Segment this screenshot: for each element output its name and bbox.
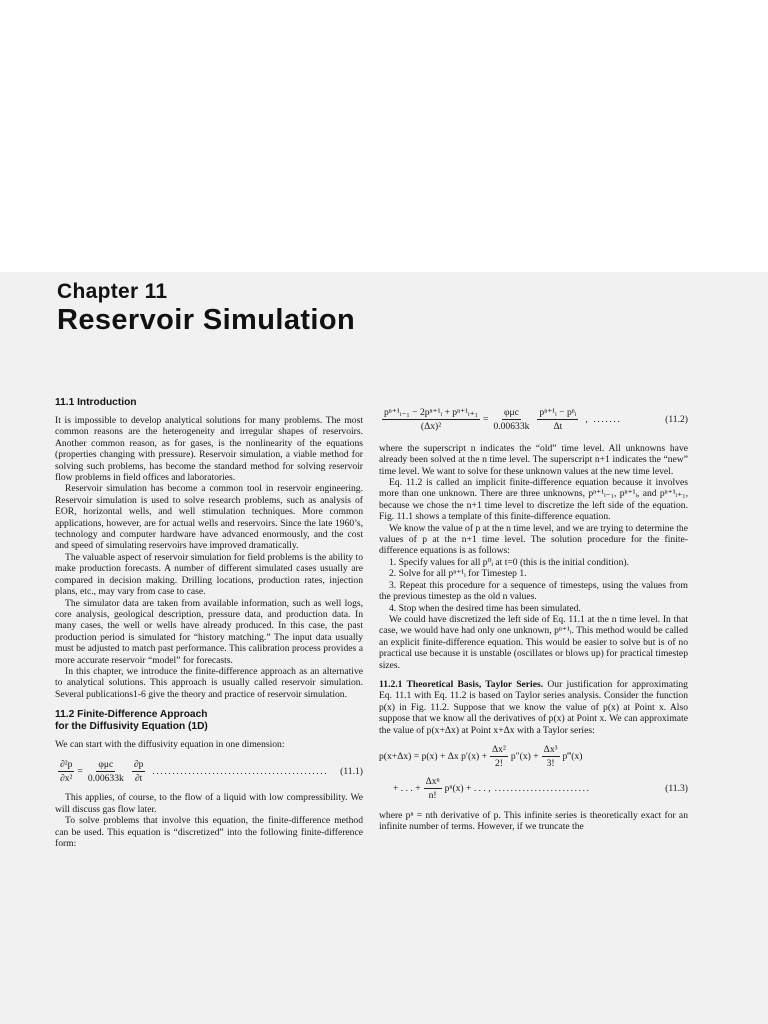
fraction xyxy=(537,407,578,433)
numerator: ∂²p xyxy=(58,759,74,772)
list-item: 3. Repeat this procedure for a sequence of timesteps, using the values from the previous timestep as the old n values. xyxy=(379,579,688,603)
denominator: 0.00633k xyxy=(87,772,124,784)
numerator: φμc xyxy=(96,759,115,772)
equation-term: + . . . + xyxy=(393,782,421,794)
fraction xyxy=(542,744,560,770)
equation-11-3-line-1 xyxy=(379,744,688,770)
fraction xyxy=(424,776,442,802)
paragraph: where the superscript n indicates the “old” time level. All unknowns have already been solved at the n time level. The superscript n+1 indicates the “new” time level. We want to solve for these unknown values at the new time level. xyxy=(379,442,688,477)
paragraph: Eq. 11.2 is called an implicit finite-difference equation because it involves more than one unknown. There are three unknowns, pⁿ⁺¹ᵢ₋₁, pⁿ⁺¹ᵢ, and pⁿ⁺¹ᵢ₊₁, because we chose the n+1 time level to discretize the left side of the equation. Fig. 11.1 shows a template of this finite-difference equation. xyxy=(379,477,688,523)
chapter-title: Reservoir Simulation xyxy=(57,304,356,336)
denominator: 3! xyxy=(546,758,555,770)
paragraph: We can start with the diffusivity equation in one dimension: xyxy=(55,739,285,751)
paragraph: We could have discretized the left side of Eq. 11.1 at the n time level. In that case, we would have had only one unknown, pⁿ⁺¹ᵢ. This method would be called an explicit finite-difference equation. This would be easier to solve but is of no practical use because it is unstable (oscillates or blows up) for practical timestep sizes. xyxy=(379,613,688,671)
fraction xyxy=(382,407,480,433)
paragraph: This applies, of course, to the flow of a liquid with low compressibility. We will discuss gas flow later. xyxy=(55,792,363,815)
leader-dots: ............................................ xyxy=(152,765,329,777)
chapter-label: Chapter 11 xyxy=(57,280,168,303)
denominator: ∂x² xyxy=(60,772,73,784)
fraction xyxy=(132,759,146,785)
numerator: pⁿ⁺¹ᵢ − pⁿᵢ xyxy=(537,407,578,420)
denominator: (Δx)² xyxy=(420,421,442,433)
paragraph: where pⁿ = nth derivative of p. This infinite series is theoretically exact for an infinite number of terms. However, if we truncate the xyxy=(379,809,688,832)
denominator: n! xyxy=(428,790,437,802)
section-heading-line: 11.2 Finite-Difference Approach xyxy=(55,709,208,721)
equation-term: pⁿ(x) + . . . , xyxy=(444,782,491,794)
fraction xyxy=(86,759,126,785)
list-item: 1. Specify values for all p⁰ᵢ at t=0 (this is the initial condition). xyxy=(389,556,629,568)
denominator: ∂t xyxy=(134,772,143,784)
equation-number: (11.3) xyxy=(665,782,688,794)
paragraph: We know the value of p at the n time level, and we are trying to determine the values of p at the n+1 time level. The solution procedure for the finite-difference equations is as follows: xyxy=(379,522,688,557)
list-item: 4. Stop when the desired time has been simulated. xyxy=(389,602,581,614)
fraction xyxy=(58,759,74,785)
numerator: φμc xyxy=(502,407,521,420)
leader-dots: , ....... xyxy=(585,414,622,426)
paragraph: The simulator data are taken from available information, such as well logs, core analysis, geological description, pressure data, and production data. In many cases, the well or wells have already produced. In this case, the past production period is simulated for “history matching.” The input data usually must be adjusted to match past performance. This calibration process provides a more accurate reservoir “model” for forecasts. xyxy=(55,597,363,666)
right-column xyxy=(379,397,688,832)
paragraph: Reservoir simulation has become a common tool in reservoir engineering. Reservoir simulation is used to solve research problems, such as analysis of EOR, horizontal wells, and well stimulation techniques. More common applications, however, are for actual wells and reservoirs. Since the late 1960’s, technology and computer hardware have advanced enormously, and the cost and speed of simulating reservoirs have improved dramatically. xyxy=(55,483,363,552)
denominator: 0.00633k xyxy=(493,421,530,433)
equation-term: p″(x) + xyxy=(510,751,539,763)
numerator: pⁿ⁺¹ᵢ₋₁ − 2pⁿ⁺¹ᵢ + pⁿ⁺¹ᵢ₊₁ xyxy=(382,407,480,420)
numerator: Δx³ xyxy=(542,744,560,757)
equation-term: p‴(x) xyxy=(562,751,583,763)
denominator: 2! xyxy=(494,758,503,770)
equation-term: p(x+Δx) = p(x) + Δx p′(x) + xyxy=(379,751,488,763)
equation-number: (11.2) xyxy=(665,414,688,426)
equation-number: (11.1) xyxy=(340,765,363,777)
equals-sign: = xyxy=(483,414,489,426)
numerator: Δx² xyxy=(490,744,508,757)
equals-sign: = xyxy=(77,765,83,777)
section-heading-11-2 xyxy=(55,709,363,733)
subsection-heading-11-2-1: 11.2.1 Theoretical Basis, Taylor Series. xyxy=(379,678,544,690)
section-heading-line: for the Diffusivity Equation (1D) xyxy=(55,721,208,733)
paragraph: In this chapter, we introduce the finite-difference approach as an alternative to analytical solutions. This approach is usually called reservoir simulation. Several publications1-6 give the theory and practice of reservoir simulation. xyxy=(55,665,363,700)
denominator: Δt xyxy=(553,421,563,433)
paragraph xyxy=(379,679,688,736)
equation-11-3-line-2 xyxy=(379,776,688,802)
fraction xyxy=(490,744,508,770)
equation-11-1 xyxy=(55,759,363,785)
equation-11-2 xyxy=(379,407,688,433)
paragraph: The valuable aspect of reservoir simulation for field problems is the ability to make production forecasts. A number of different simulated cases usually are compared in decision making. Drilling locations, production rates, injection plans, etc., may vary from case to case. xyxy=(55,551,363,598)
left-column xyxy=(55,397,363,849)
paragraph: It is impossible to develop analytical solutions for many problems. The most common reasons are the heterogeneity and irregular shapes of reservoirs. Another common reason, as for gases, is the nonlinearity of the equations (properties changing with pressure). Reservoir simulation, a viable method for solving such problems, has become the standard method for solving reservoir flow problems in field offices and laboratories. xyxy=(55,415,363,484)
paragraph: To solve problems that involve this equation, the finite-difference method can be used. This equation is “discretized” into the following finite-difference form: xyxy=(55,815,363,849)
leader-dots: ........................ xyxy=(494,782,591,794)
fraction xyxy=(491,407,531,433)
numerator: ∂p xyxy=(132,759,146,772)
numerator: Δxⁿ xyxy=(424,776,442,789)
paragraph-text: Our justification for approximating Eq. 11.1 with Eq. 11.2 is based on Taylor series analysis. Consider the function p(x) in Fig. 11.2. Suppose that we know the value of p(x) at Point x. Also suppose that we know all the derivatives of p(x) at Point x. We can approximate the value of p(x+Δx) at Point x+Δx with a Taylor series: xyxy=(379,678,688,736)
section-heading-11-1: 11.1 Introduction xyxy=(55,397,137,408)
list-item: 2. Solve for all pⁿ⁺¹ᵢ for Timestep 1. xyxy=(389,568,527,580)
